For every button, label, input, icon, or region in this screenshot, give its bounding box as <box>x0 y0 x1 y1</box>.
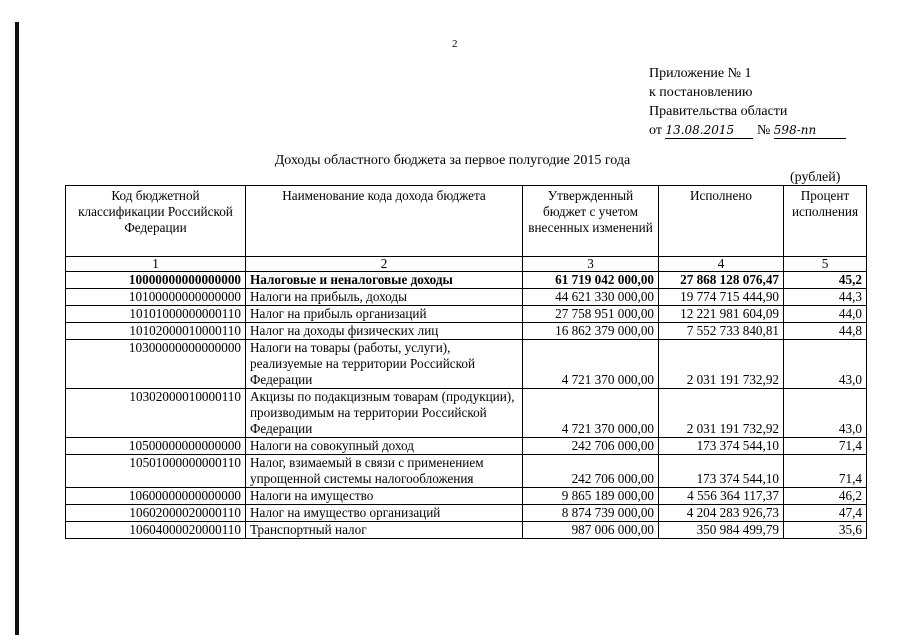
appendix-date-line <box>649 121 846 140</box>
row-executed: 173 374 544,10 <box>659 455 784 488</box>
row-name: Налог, взимаемый в связи с применением упрощенной системы налогообложения <box>246 455 523 488</box>
appendix-line-3: Правительства области <box>649 104 788 119</box>
row-percent: 43,0 <box>784 389 867 438</box>
row-code: 10000000000000000 <box>66 272 246 289</box>
table-row <box>66 488 867 505</box>
table-row <box>66 505 867 522</box>
table-row <box>66 340 867 389</box>
number-prefix: № <box>756 123 771 138</box>
table-row <box>66 389 867 438</box>
row-name: Налог на имущество организаций <box>246 505 523 522</box>
header-code: Код бюджетной классификации Российской Федерации <box>66 186 246 257</box>
header-approved: Утвержденный бюджет с учетом внесенных изменений <box>523 186 659 257</box>
date-prefix: от <box>649 123 662 138</box>
row-name: Налоги на прибыль, доходы <box>246 289 523 306</box>
row-percent: 44,0 <box>784 306 867 323</box>
row-percent: 43,0 <box>784 340 867 389</box>
row-executed: 19 774 715 444,90 <box>659 289 784 306</box>
date-value-field <box>665 123 753 139</box>
row-approved: 44 621 330 000,00 <box>523 289 659 306</box>
header-name: Наименование кода дохода бюджета <box>246 186 523 257</box>
table-row <box>66 522 867 539</box>
row-code: 10100000000000000 <box>66 289 246 306</box>
table-row <box>66 289 867 306</box>
row-name: Налоги на товары (работы, услуги), реализуемые на территории Российской Федерации <box>246 340 523 389</box>
table-row <box>66 438 867 455</box>
header-percent: Процент исполнения <box>784 186 867 257</box>
row-code: 10102000010000110 <box>66 323 246 340</box>
number-value: 598-пп <box>773 123 817 137</box>
row-percent: 44,8 <box>784 323 867 340</box>
row-approved: 4 721 370 000,00 <box>523 340 659 389</box>
row-approved: 242 706 000,00 <box>523 438 659 455</box>
table-header-row <box>66 186 867 257</box>
row-executed: 2 031 191 732,92 <box>659 389 784 438</box>
row-percent: 71,4 <box>784 438 867 455</box>
number-value-field <box>774 123 846 139</box>
row-name: Налог на прибыль организаций <box>246 306 523 323</box>
row-executed: 4 556 364 117,37 <box>659 488 784 505</box>
column-number: 1 <box>66 257 246 272</box>
row-code: 10602000020000110 <box>66 505 246 522</box>
column-number: 4 <box>659 257 784 272</box>
row-code: 10604000020000110 <box>66 522 246 539</box>
row-name: Акцизы по подакцизным товарам (продукции), производимым на территории Российской Федерации <box>246 389 523 438</box>
row-name: Налоги на совокупный доход <box>246 438 523 455</box>
row-executed: 4 204 283 926,73 <box>659 505 784 522</box>
column-number: 5 <box>784 257 867 272</box>
row-code: 10600000000000000 <box>66 488 246 505</box>
document-title: Доходы областного бюджета за первое полугодие 2015 года <box>274 153 631 168</box>
units-label: (рублей) <box>790 170 841 185</box>
date-value: 13.08.2015 <box>665 123 735 137</box>
header-executed: Исполнено <box>659 186 784 257</box>
row-name: Налог на доходы физических лиц <box>246 323 523 340</box>
revenue-table <box>65 185 867 539</box>
row-executed: 27 868 128 076,47 <box>659 272 784 289</box>
column-number: 3 <box>523 257 659 272</box>
appendix-line-1: Приложение № 1 <box>649 66 752 81</box>
row-percent: 44,3 <box>784 289 867 306</box>
row-percent: 35,6 <box>784 522 867 539</box>
row-name: Налоговые и неналоговые доходы <box>246 272 523 289</box>
row-executed: 12 221 981 604,09 <box>659 306 784 323</box>
table-row <box>66 323 867 340</box>
row-code: 10302000010000110 <box>66 389 246 438</box>
table-row <box>66 455 867 488</box>
row-approved: 61 719 042 000,00 <box>523 272 659 289</box>
row-executed: 173 374 544,10 <box>659 438 784 455</box>
row-approved: 4 721 370 000,00 <box>523 389 659 438</box>
row-code: 10500000000000000 <box>66 438 246 455</box>
row-name: Транспортный налог <box>246 522 523 539</box>
row-percent: 47,4 <box>784 505 867 522</box>
row-executed: 7 552 733 840,81 <box>659 323 784 340</box>
row-percent: 45,2 <box>784 272 867 289</box>
appendix-line-2: к постановлению <box>649 85 753 100</box>
row-code: 10300000000000000 <box>66 340 246 389</box>
row-executed: 350 984 499,79 <box>659 522 784 539</box>
row-percent: 71,4 <box>784 455 867 488</box>
row-executed: 2 031 191 732,92 <box>659 340 784 389</box>
row-approved: 987 006 000,00 <box>523 522 659 539</box>
appendix-block <box>649 64 846 140</box>
row-name: Налоги на имущество <box>246 488 523 505</box>
table-row <box>66 306 867 323</box>
row-approved: 9 865 189 000,00 <box>523 488 659 505</box>
row-approved: 242 706 000,00 <box>523 455 659 488</box>
column-number: 2 <box>246 257 523 272</box>
scan-edge-bar <box>15 22 19 635</box>
column-number-row <box>66 257 867 272</box>
row-code: 10501000000000110 <box>66 455 246 488</box>
row-percent: 46,2 <box>784 488 867 505</box>
table-row <box>66 272 867 289</box>
row-approved: 27 758 951 000,00 <box>523 306 659 323</box>
row-approved: 16 862 379 000,00 <box>523 323 659 340</box>
row-code: 10101000000000110 <box>66 306 246 323</box>
page-number: 2 <box>452 38 458 50</box>
row-approved: 8 874 739 000,00 <box>523 505 659 522</box>
